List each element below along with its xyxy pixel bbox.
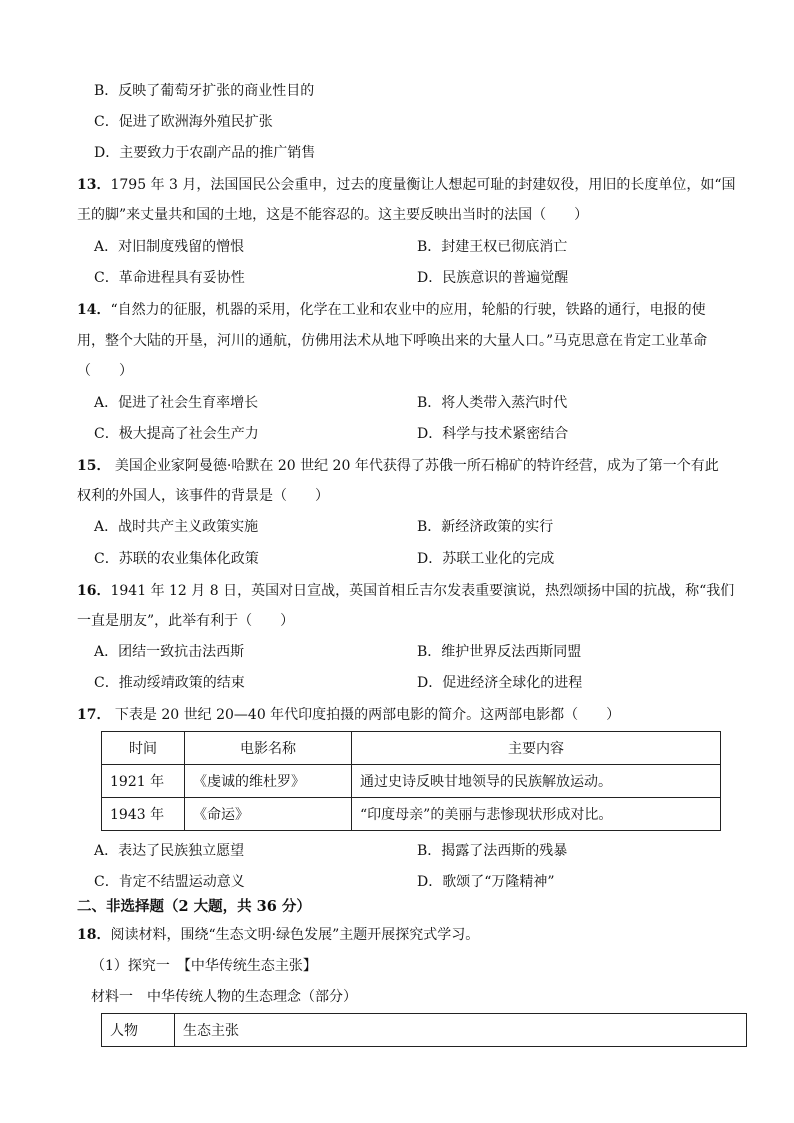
q13-option-a: A．对旧制度残留的憎恨	[94, 239, 245, 255]
q12-option-c: C．促进了欧洲海外殖民扩张	[94, 114, 273, 130]
q17-option-a: A．表达了民族独立愿望	[94, 843, 245, 859]
q16-option-a: A．团结一致抗击法西斯	[94, 644, 245, 660]
q13-number: 13．	[77, 177, 111, 193]
q17-option-b: B．揭露了法西斯的残暴	[417, 843, 568, 859]
table-header-cell: 生态主张	[175, 1014, 747, 1047]
q16-stem-line2: 一直是朋友”，此举有利于（ ）	[77, 613, 295, 629]
table-cell: 1921 年	[102, 765, 185, 798]
q17-stem-line1	[77, 705, 620, 725]
q16-number: 16．	[77, 583, 111, 599]
table-cell: “印度母亲”的美丽与悲惨现状形成对比。	[352, 798, 721, 831]
q14-stem-line3: （ ）	[77, 363, 133, 379]
q17-movie-table	[101, 731, 721, 831]
section-heading: 二、非选择题（2 大题，共 36 分）	[77, 898, 311, 915]
q15-option-c: C．苏联的农业集体化政策	[94, 551, 259, 567]
q15-option-b: B．新经济政策的实行	[417, 519, 554, 535]
table-cell: 通过史诗反映甘地领导的民族解放运动。	[352, 765, 721, 798]
table-header-row	[102, 732, 721, 765]
q16-option-d: D．促进经济全球化的进程	[417, 675, 583, 691]
q14-number: 14．	[77, 302, 111, 318]
q14-option-c: C．极大提高了社会生产力	[94, 426, 259, 442]
q16-option-c: C．推动绥靖政策的结束	[94, 675, 245, 691]
q18-ecology-table	[101, 1013, 747, 1047]
q15-stem-line2: 权利的外国人，该事件的背景是（ ）	[77, 488, 329, 504]
table-header-cell: 人物	[102, 1014, 175, 1047]
q16-text-1: 1941 年 12 月 8 日，英国对日宣战，英国首相丘吉尔发表重要演说，热烈颂扬中国的抗战，称“我们	[110, 583, 735, 599]
q15-text-1: 美国企业家阿曼德·哈默在 20 世纪 20 年代获得了苏俄一所石棉矿的特许经营，成为了第一个有此	[110, 458, 719, 474]
q15-option-a: A．战时共产主义政策实施	[94, 519, 259, 535]
q13-stem-line2: 王的脚”来丈量共和国的土地，这是不能容忍的。这主要反映出当时的法国（ ）	[77, 207, 589, 223]
q13-text-1: 1795 年 3 月，法国国民公会重申，过去的度量衡让人想起可耻的封建奴役，用旧的长度单位，如“国	[110, 177, 736, 193]
q17-text-1: 下表是 20 世纪 20—40 年代印度拍摄的两部电影的简介。这两部电影都（ ）	[110, 707, 621, 723]
q18-number: 18．	[77, 927, 111, 943]
q15-option-d: D．苏联工业化的完成	[417, 551, 555, 567]
q14-option-d: D．科学与技术紧密结合	[417, 426, 569, 442]
q16-option-b: B．维护世界反法西斯同盟	[417, 644, 582, 660]
table-header-cell: 时间	[102, 732, 185, 765]
q14-option-a: A．促进了社会生育率增长	[94, 395, 259, 411]
q12-option-d: D．主要致力于农副产品的推广销售	[94, 145, 316, 161]
table-header-cell: 电影名称	[185, 732, 352, 765]
q13-option-b: B．封建王权已彻底消亡	[417, 239, 568, 255]
table-header-cell: 主要内容	[352, 732, 721, 765]
q14-stem-line2: 用，整个大陆的开垦，河川的通航，仿佛用法术从地下呼唤出来的大量人口。”马克思意在肯定工业革命	[77, 333, 708, 349]
q13-option-c: C．革命进程具有妥协性	[94, 270, 245, 286]
q18-text-1: 阅读材料，围绕“生态文明·绿色发展”主题开展探究式学习。	[110, 927, 480, 943]
q13-option-d: D．民族意识的普遍觉醒	[417, 270, 569, 286]
q14-option-b: B．将人类带入蒸汽时代	[417, 395, 568, 411]
table-cell: 1943 年	[102, 798, 185, 831]
q17-number: 17．	[77, 707, 111, 723]
table-row	[102, 798, 721, 831]
q14-stem-line1	[77, 300, 706, 320]
q14-text-1: “自然力的征服，机器的采用，化学在工业和农业中的应用，轮船的行驶，铁路的通行，电报的使	[110, 302, 706, 318]
q15-number: 15．	[77, 458, 111, 474]
table-cell: 《虔诚的维杜罗》	[185, 765, 352, 798]
q18-material-1: 材料一 中华传统人物的生态理念（部分）	[91, 989, 357, 1005]
q17-option-c: C．肯定不结盟运动意义	[94, 874, 245, 890]
q12-option-b: B．反映了葡萄牙扩张的商业性目的	[94, 83, 315, 99]
table-row	[102, 765, 721, 798]
table-header-row	[102, 1014, 747, 1047]
q18-stem-line1	[77, 925, 479, 945]
q16-stem-line1	[77, 581, 734, 601]
q15-stem-line1	[77, 456, 719, 476]
q13-stem-line1	[77, 175, 736, 195]
q18-subquestion-1: （1）探究一 【中华传统生态主张】	[91, 958, 317, 974]
q17-option-d: D．歌颂了“万隆精神”	[417, 874, 555, 890]
table-cell: 《命运》	[185, 798, 352, 831]
